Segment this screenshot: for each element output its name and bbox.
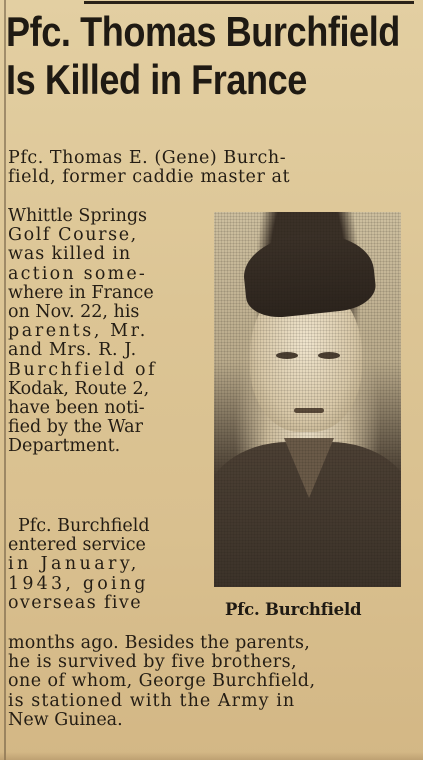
paragraph-2-narrow-column bbox=[8, 517, 150, 613]
paper-bottom-edge bbox=[0, 752, 423, 760]
body-line: one of whom, George Burchfield, bbox=[8, 671, 316, 692]
body-line: New Guinea. bbox=[8, 709, 123, 730]
body-line: and Mrs. R. J. bbox=[8, 340, 137, 361]
portrait-photo bbox=[214, 212, 401, 587]
body-line: Whittle Springs bbox=[8, 206, 148, 226]
body-line: action some- bbox=[8, 263, 148, 284]
photo-collar bbox=[284, 438, 334, 498]
body-line: overseas five bbox=[8, 592, 142, 613]
headline bbox=[6, 8, 418, 104]
body-line: have been noti- bbox=[8, 397, 145, 418]
photo-face bbox=[250, 282, 362, 432]
paragraph-1-narrow-column bbox=[8, 207, 157, 456]
body-line: in January, bbox=[8, 554, 140, 575]
paragraph-1-full-width bbox=[8, 149, 290, 187]
body-line: is stationed with the Army in bbox=[8, 690, 296, 711]
body-line: Burchfield of bbox=[8, 359, 158, 380]
body-line: entered service bbox=[8, 535, 146, 556]
body-line: was killed in bbox=[8, 244, 132, 265]
body-line: months ago. Besides the parents, bbox=[8, 633, 310, 653]
body-line: fied by the War bbox=[8, 417, 143, 438]
headline-line-1: Pfc. Thomas Burchfield bbox=[6, 8, 400, 55]
body-line: Department. bbox=[8, 436, 121, 457]
left-column-rule bbox=[4, 0, 6, 760]
body-line: Pfc. Thomas E. (Gene) Burch- bbox=[8, 148, 287, 168]
body-line: field, former caddie master at bbox=[8, 167, 291, 188]
body-line: Pfc. Burchfield bbox=[18, 516, 150, 536]
body-line: on Nov. 22, his bbox=[8, 301, 140, 322]
photo-uniform bbox=[214, 442, 401, 587]
body-line: he is survived by five brothers, bbox=[8, 652, 298, 673]
photo-eye-right bbox=[318, 352, 340, 359]
body-line: Golf Course, bbox=[8, 225, 138, 246]
body-line: 1943, going bbox=[8, 573, 149, 594]
body-line: Kodak, Route 2, bbox=[8, 378, 150, 399]
top-rule-divider bbox=[84, 1, 414, 4]
body-line: parents, Mr. bbox=[8, 321, 148, 342]
photo-caption: Pfc. Burchfield bbox=[225, 600, 362, 619]
paragraph-2-full-width bbox=[8, 634, 315, 730]
headline-line-2: Is Killed in France bbox=[6, 56, 307, 103]
body-line: where in France bbox=[8, 282, 154, 303]
photo-mouth bbox=[294, 408, 324, 413]
photo-eye-left bbox=[276, 352, 298, 359]
photo-garrison-cap bbox=[240, 227, 378, 320]
